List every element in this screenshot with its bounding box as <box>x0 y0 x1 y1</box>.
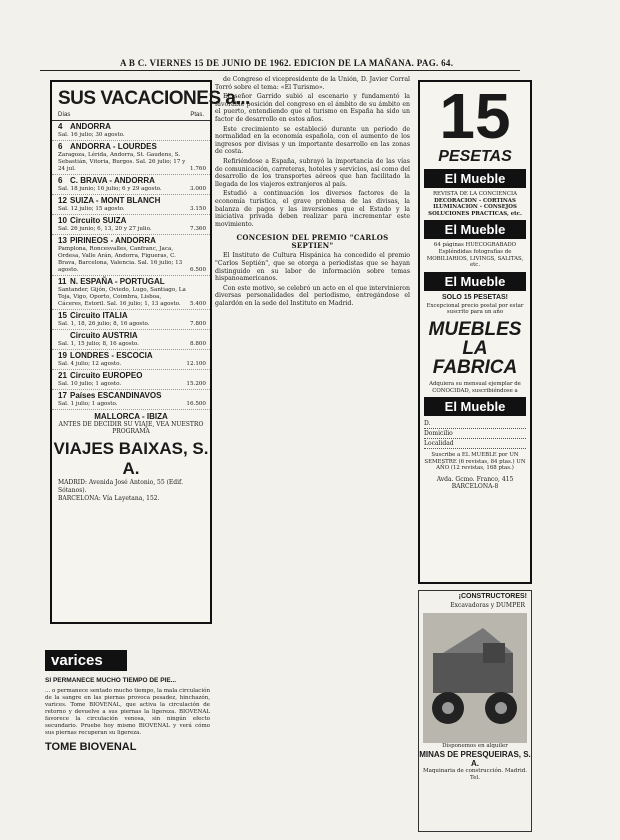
form-address-field[interactable]: Domicilio <box>424 429 526 439</box>
trip-detail: Sal. 4 julio; 12 agosto. <box>58 361 122 367</box>
trip-detail: Pamplona, Roncesvalles, Canfranc, Jaca, Ordesa, Valle Arán, Andorra, Figueras, C. Brava, Barcelona, Valencia. Sal. 16 julio; 13 agosto. <box>58 246 183 273</box>
trip-price: 3.150 <box>189 206 206 212</box>
vacaciones-note: ANTES DE DECIDIR SU VIAJE, VEA NUESTRO PROGRAMA <box>58 421 204 435</box>
trip-detail-row <box>58 381 206 388</box>
trip-detail: Sal. 1, 15 julio; 8, 16 agosto. <box>58 341 139 347</box>
topics: DECORACION - CORTINAS ILUMINACION - CONSEJOS SOLUCIONES PRACTICAS, etc. <box>428 197 522 217</box>
trip-days: 11 <box>58 277 67 286</box>
trip-detail: Sal. 18 junio; 16 julio; 6 y 29 agosto. <box>58 186 162 192</box>
trip-price: 12.100 <box>186 361 206 367</box>
trip-price: 1.760 <box>189 166 206 172</box>
trip-price: 15.200 <box>186 381 206 387</box>
trip-name <box>58 311 206 321</box>
trip-days: 4 <box>58 122 63 131</box>
form-name-field[interactable]: D. <box>424 419 526 429</box>
section-body <box>215 252 410 307</box>
vacaciones-columns <box>52 110 210 121</box>
page-header: A B C. VIERNES 15 DE JUNIO DE 1962. EDICION DE LA MAÑANA. PAG. 64. <box>120 58 454 68</box>
sub-text: Adquiera su mensual ejemplar de CONOCIDAD, suscribiéndose a <box>429 380 521 394</box>
address-madrid: MADRID: Avenida José Antonio, 55 (Edif. Sótanos). <box>58 479 183 494</box>
trip-title: C. BRAVA - ANDORRA <box>70 176 155 185</box>
trip-days: 6 <box>58 176 63 185</box>
trip-name <box>58 176 206 186</box>
trip-title: Circuito AUSTRIA <box>70 331 138 340</box>
trip-days: 12 <box>58 196 67 205</box>
trip-item <box>52 350 210 370</box>
trip-days: 15 <box>58 311 67 320</box>
trip-name <box>58 196 206 206</box>
constructores-sub: Excavadoras y DUMPER <box>450 602 525 609</box>
trip-detail-row <box>58 152 206 173</box>
brand-bar-3: El Mueble <box>424 272 526 291</box>
offer-text: Excepcional precio postal por estar suscrito para un año <box>426 302 524 316</box>
trip-detail-row <box>58 206 206 213</box>
trip-detail: Sal. 1, 18, 26 julio; 8, 16 agosto. <box>58 321 150 327</box>
col-ptas: Ptas. <box>190 112 204 118</box>
trip-detail-row <box>58 341 206 348</box>
brand-bar-2: El Mueble <box>424 220 526 239</box>
constructores-bottom: Disponemos en alquiler <box>442 743 508 749</box>
trip-title: Circuito EUROPEO <box>70 371 143 380</box>
vacaciones-title: SUS VACACIONES a... <box>58 88 250 109</box>
trip-item <box>52 390 210 410</box>
trip-title: ANDORRA - LOURDES <box>70 142 157 151</box>
trip-item <box>52 215 210 235</box>
trip-days: 6 <box>58 142 63 151</box>
paragraph: El Instituto de Cultura Hispánica ha concedido el premio "Carlos Septién", que se otorga a periodistas que se hayan distinguido en su labor de información sobre temas hispanoamericanos. <box>215 252 410 283</box>
tagline: REVISTA DE LA CONCIENCIA <box>432 191 518 197</box>
trip-title: Circuito ITALIA <box>70 311 128 320</box>
trip-detail: Sal. 12 julio; 15 agosto. <box>58 206 125 212</box>
brand-bar-4: El Mueble <box>424 397 526 416</box>
article-column <box>215 76 410 310</box>
trip-detail: Santander, Gijón, Oviedo, Lugo, Santiago, La Toja, Vigo, Oporto, Coimbra, Lisboa, Cáceres, Estoril. Sal. 16 julio; 1, 13 agosto. <box>58 287 186 307</box>
mallorca-ibiza: MALLORCA - IBIZA <box>94 412 168 421</box>
form-city-field[interactable]: Localidad <box>424 439 526 449</box>
varices-body: ... o permanece sentado mucho tiempo, la mala circulación de la sangre en las piernas provoca pesadez, hinchazón, varices. Tome BIOVENAL, que activa la circulación de retorno y devuelve a sus piernas la ligereza. BIOVENAL favorece la circulación venosa, sin ningún efecto secundario. Pruebe hoy mismo BIOVENAL y verá cómo sus piernas recuperan su ligereza. <box>45 688 210 736</box>
trip-name <box>58 236 206 246</box>
solo-price: SOLO 15 PESETAS! <box>442 293 508 301</box>
paragraph: Este crecimiento se estableció durante un periodo de normalidad en la economía española, con el aumento de los ingresos por divisas y un importante desarrollo en las zonas de costa. <box>215 125 410 156</box>
trip-name <box>58 142 206 152</box>
trip-name <box>58 371 206 381</box>
constructores-ad <box>418 590 532 832</box>
trip-price: 3.000 <box>189 186 206 192</box>
mueble-address: Avda. Gcmo. Franco, 415 BARCELONA-8 <box>436 475 514 490</box>
trip-item <box>52 235 210 276</box>
trip-days: 21 <box>58 371 67 380</box>
article-body <box>215 76 410 228</box>
trip-price: 6.500 <box>189 267 206 273</box>
trip-title: ANDORRA <box>70 122 111 131</box>
constructores-small: Maquinaria de construcción. Madrid. Tel. <box>423 768 527 781</box>
paragraph: Con este motivo, se celebró un acto en el que intervinieron diversas personalidades del periodismo, entregándose el galardón en la sede del Instituto en Madrid. <box>215 284 410 308</box>
trip-price: 7.800 <box>189 321 206 327</box>
trip-list <box>52 121 210 410</box>
trip-detail-row <box>58 401 206 408</box>
company-name: VIAJES BAIXAS, S. A. <box>53 439 209 478</box>
trip-title: PIRINEOS - ANDORRA <box>70 236 156 245</box>
trip-item <box>52 175 210 195</box>
paragraph: de Congreso el vicepresidente de la Unión, D. Javier Corral Torró sobre el tema: «El Turismo». <box>215 76 410 91</box>
paragraph: Refiriéndose a España, subrayó la importancia de las vías de comunicación, carreteras, hoteles y servicios, así como del desarrollo de los transportes aéreos que han facilitado la llegada de los viajeros extranjeros al país. <box>215 157 410 188</box>
trip-name <box>58 391 206 401</box>
trip-detail-row <box>58 246 206 274</box>
trip-days: 13 <box>58 236 67 245</box>
trip-detail: Sal. 16 julio; 30 agosto. <box>58 132 125 138</box>
constructores-tag: ¡CONSTRUCTORES! <box>458 593 527 600</box>
trip-price: 8.800 <box>189 341 206 347</box>
dumper-illustration <box>423 613 527 743</box>
varices-title: varices <box>45 650 127 671</box>
trip-days: 10 <box>58 216 67 225</box>
trip-item <box>52 141 210 175</box>
trip-detail-row <box>58 361 206 368</box>
varices-footer: TOME BIOVENAL <box>45 741 137 753</box>
subscribe-text: Suscribe a EL MUEBLE por UN SEMESTRE (6 revistas, 84 ptas.) UN AÑO (12 revistas, 168 ptas.) <box>424 452 526 472</box>
trip-item <box>52 195 210 215</box>
paragraph: El señor Garrido subió al escenario y fundamentó la favorable posición del congreso en el ámbito de su ámbito en el puerto, entendiendo que el turismo en España ha sido un factor de desarrollo en estos años. <box>215 93 410 123</box>
photos-info: Espléndidas fotografías de MOBILIARIOS, LIVINGS, SALITAS, etc. <box>426 248 524 269</box>
dumper-icon <box>423 613 527 743</box>
trip-price: 7.360 <box>189 226 206 232</box>
vacaciones-ad <box>50 80 250 624</box>
trip-detail: Sal. 10 julio; 1 agosto. <box>58 381 122 387</box>
constructores-company: MINAS DE PRESQUEIRAS, S. A. <box>419 750 531 768</box>
el-mueble-ad <box>418 80 532 584</box>
trip-price: 16.500 <box>186 401 206 407</box>
trip-title: Países ESCANDINAVOS <box>70 391 162 400</box>
trip-days: 17 <box>58 391 67 400</box>
trip-title: SUIZA - MONT BLANCH <box>70 196 161 205</box>
subscription-form <box>420 419 530 449</box>
trip-detail-row <box>58 132 206 139</box>
trip-name <box>58 331 206 341</box>
trip-detail-row <box>58 226 206 233</box>
trip-name <box>58 277 206 287</box>
trip-detail: Zaragoza, Lérida, Andorra, St. Gaudens, S. Sebastián, Vitoria, Burgos. Sal. 26 julio; 17 y 24 jul. <box>58 152 186 172</box>
big-15: 15 <box>439 80 511 152</box>
paragraph: Estudió a continuación los diversos factores de la economía turística, el grave problema de las divisas, la balanza de pagos y las inversiones que el Estado y la iniciativa privada deben realizar para incrementar este movimiento. <box>215 190 410 228</box>
trip-price: 5.400 <box>189 301 206 307</box>
varices-ad <box>45 650 210 840</box>
headline: MUEBLES LA FABRICA <box>428 318 522 378</box>
trip-title: N. ESPAÑA - PORTUGAL <box>70 277 165 286</box>
trip-item <box>52 370 210 390</box>
address-barcelona: BARCELONA: Vía Layetana, 152. <box>58 495 160 502</box>
trip-detail: Sal. 26 junio; 6, 13, 20 y 27 julio. <box>58 226 152 232</box>
trip-title: Circuito SUIZA <box>70 216 127 225</box>
trip-detail-row <box>58 287 206 308</box>
col-dias: Días <box>58 112 71 118</box>
trip-name <box>58 216 206 226</box>
trip-detail-row <box>58 186 206 193</box>
pesetas-label: PESETAS <box>438 148 512 165</box>
varices-lead: SI PERMANECE MUCHO TIEMPO DE PIE... <box>45 677 177 684</box>
trip-item <box>52 310 210 330</box>
trip-name <box>58 351 206 361</box>
trip-name <box>58 122 206 132</box>
trip-detail: Sal. 1 julio; 1 agosto. <box>58 401 118 407</box>
trip-detail-row <box>58 321 206 328</box>
trip-item <box>52 276 210 310</box>
trip-item <box>52 121 210 141</box>
section-title: CONCESION DEL PREMIO "CARLOS SEPTIEN" <box>236 233 389 250</box>
trip-title: LONDRES - ESCOCIA <box>70 351 153 360</box>
pages-info: 64 páginas HUECOGRABADO <box>433 242 517 249</box>
header-rule <box>40 70 520 71</box>
brand-bar-1: El Mueble <box>424 169 526 188</box>
trip-item <box>52 330 210 350</box>
trip-days: 19 <box>58 351 67 360</box>
